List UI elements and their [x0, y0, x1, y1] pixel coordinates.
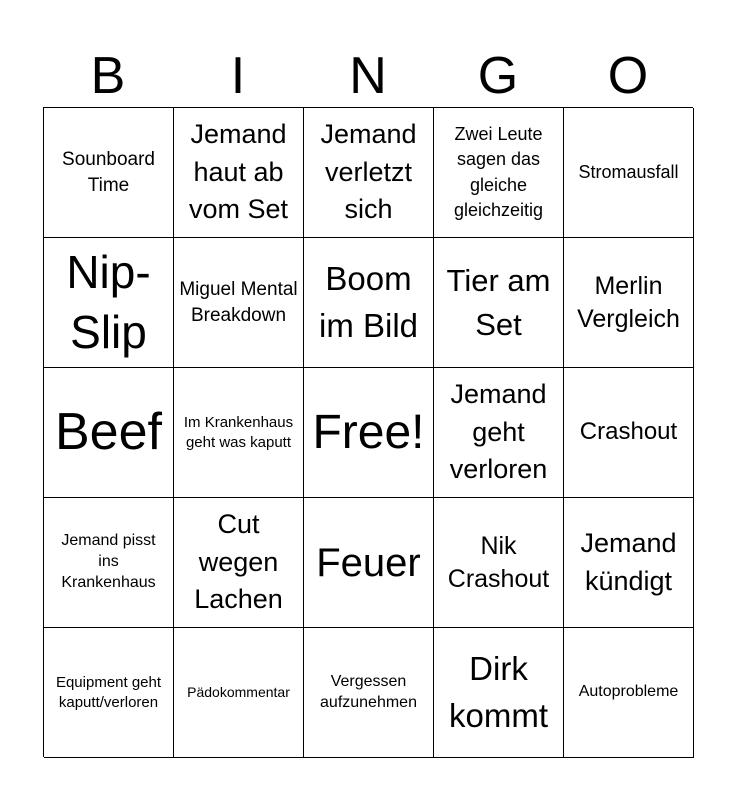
- cell-text: Jemand geht verloren: [449, 378, 548, 485]
- bingo-cell[interactable]: [434, 108, 564, 238]
- bingo-cell[interactable]: [44, 628, 174, 758]
- cell-text: Im Krankenhaus geht was kaputt: [183, 414, 294, 451]
- bingo-cell[interactable]: [44, 108, 174, 238]
- cell-text: Pädokommentar: [187, 684, 290, 701]
- header-letter-o: O: [607, 47, 649, 105]
- cell-text: Zwei Leute sagen das gleiche gleichzeitig: [453, 124, 544, 220]
- cell-text: Nik Crashout: [447, 532, 550, 593]
- cell-text: Jemand pisst ins Krankenhaus: [61, 532, 156, 591]
- bingo-cell[interactable]: [304, 238, 434, 368]
- bingo-cell[interactable]: [564, 498, 694, 628]
- cell-text: Nip-Slip: [66, 245, 151, 358]
- bingo-cell[interactable]: [564, 108, 694, 238]
- bingo-cell[interactable]: [44, 368, 174, 498]
- bingo-cell[interactable]: [304, 498, 434, 628]
- bingo-cell[interactable]: [564, 628, 694, 758]
- cell-text: Vergessen aufzunehmen: [320, 672, 417, 711]
- bingo-cell[interactable]: [304, 108, 434, 238]
- bingo-cell[interactable]: [174, 238, 304, 368]
- bingo-cell[interactable]: [174, 108, 304, 238]
- cell-text: Tier am Set: [446, 263, 551, 342]
- bingo-card: [43, 107, 693, 757]
- cell-text: Jemand haut ab vom Set: [188, 118, 289, 225]
- bingo-cell[interactable]: [174, 498, 304, 628]
- bingo-cell[interactable]: [434, 368, 564, 498]
- cell-text: Sounboard Time: [62, 148, 155, 196]
- bingo-cell[interactable]: [434, 238, 564, 368]
- cell-text: Miguel Mental Breakdown: [179, 278, 298, 326]
- bingo-cell[interactable]: [434, 628, 564, 758]
- cell-text: Merlin Vergleich: [577, 272, 680, 333]
- bingo-cell[interactable]: [44, 498, 174, 628]
- bingo-cell[interactable]: [304, 628, 434, 758]
- cell-text: Stromausfall: [578, 161, 679, 182]
- cell-text: Beef: [55, 402, 162, 461]
- bingo-cell[interactable]: [174, 628, 304, 758]
- bingo-cell[interactable]: [44, 238, 174, 368]
- header-letter-g: G: [477, 47, 519, 105]
- header-letter-b: B: [90, 47, 126, 105]
- header-letter-n: N: [349, 47, 387, 105]
- cell-text: Autoprobleme: [578, 683, 679, 701]
- cell-text: Free!: [312, 405, 425, 459]
- bingo-header: [43, 48, 693, 104]
- header-letter-i: I: [230, 47, 246, 105]
- cell-text: Boom im Bild: [318, 260, 419, 344]
- bingo-cell[interactable]: [434, 498, 564, 628]
- free-space-cell[interactable]: [304, 368, 434, 498]
- bingo-cell[interactable]: [564, 368, 694, 498]
- cell-text: Crashout: [579, 418, 678, 446]
- bingo-cell[interactable]: [564, 238, 694, 368]
- cell-text: Dirk kommt: [449, 650, 548, 734]
- cell-text: Jemand verletzt sich: [320, 118, 417, 225]
- cell-text: Feuer: [316, 540, 421, 585]
- cell-text: Jemand kündigt: [580, 527, 677, 596]
- bingo-cell[interactable]: [174, 368, 304, 498]
- cell-text: Cut wegen Lachen: [194, 508, 283, 615]
- cell-text: Equipment geht kaputt/verloren: [55, 674, 162, 711]
